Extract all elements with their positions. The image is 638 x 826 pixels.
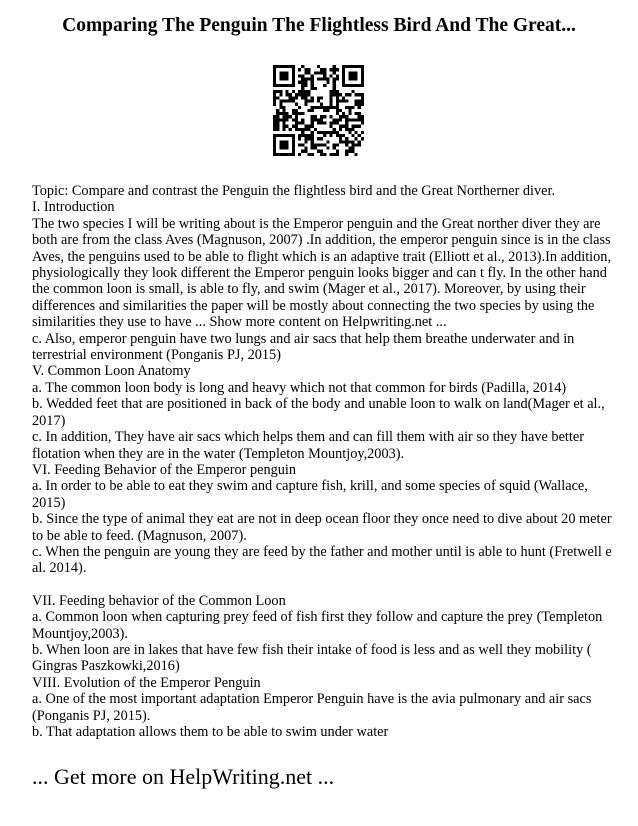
paragraph: b. Wedded feet that are positioned in back of the body and unable loon to walk on land(Mager et al., 2017) (32, 396, 605, 429)
document-title: Comparing The Penguin The Flightless Bird And The Great... (62, 15, 576, 36)
blank-line (32, 577, 614, 593)
paragraph: a. The common loon body is long and heavy which not that common for birds (Padilla, 2014) (32, 379, 567, 396)
paragraph: a. Common loon when capturing prey feed of fish first they follow and capture the prey (Templeton Mountjoy,2003). (32, 609, 603, 642)
paragraph: b. When loon are in lakes that have few fish their intake of food is less and as well they mobility ( Gingras Paszkowki,2016) (32, 641, 592, 675)
paragraph: Topic: Compare and contrast the Penguin the flightless bird and the Great Northerner diver. (32, 183, 556, 199)
paragraph: b. Since the type of animal they eat are not in deep ocean floor they once need to dive about 20 meter to be able to feed. (Magnuson, 2007). (32, 511, 612, 544)
paragraph: I. Introduction (32, 199, 115, 216)
paragraph: b. That adaptation allows them to be able to swim under water (32, 724, 389, 740)
paragraph: VII. Feeding behavior of the Common Loon (32, 592, 286, 609)
document-body (32, 183, 614, 740)
paragraph: VIII. Evolution of the Emperor Penguin (32, 674, 261, 691)
paragraph: c. Also, emperor penguin have two lungs and air sacs that help them breathe underwater and in terrestrial environment (Ponganis PJ, 2015) (32, 330, 575, 364)
paragraph: c. In addition, They have air sacs which helps them and can fill them with air so they have better flotation when they are in the water (Templeton Mountjoy,2003). (32, 429, 584, 462)
footer-link[interactable]: ... Get more on HelpWriting.net ... (32, 764, 335, 789)
paragraph: VI. Feeding Behavior of the Emperor penguin (32, 461, 297, 478)
qr-code-icon (273, 65, 364, 156)
paragraph: The two species I will be writing about is the Emperor penguin and the Great norther diver they are both are from the class Aves (Magnuson, 2007) .In addition, the emperor penguin since is in the class Aves, the penguins used to be able to flight which is an adaptive trait (Elliott et al., 2013).In addition, physiologically they look different the Emperor penguin looks bigger and can t fly. In the other hand the common loon is small, is able to fly, and swim (Mager et al., 2017). Moreover, by using their differences and similarities the paper will be mostly about connecting the two species by using the similarities they use to have ... Show more content on Helpwriting.net ... (32, 215, 612, 331)
paragraph: V. Common Loon Anatomy (32, 363, 191, 380)
paragraph: a. In order to be able to eat they swim and capture fish, krill, and some species of squid (Wallace, 2015) (32, 478, 588, 511)
paragraph: c. When the penguin are young they are feed by the father and mother until is able to hunt (Fretwell e al. 2014). (32, 543, 612, 577)
paragraph: a. One of the most important adaptation Emperor Penguin have is the avia pulmonary and air sacs (Ponganis PJ, 2015). (32, 691, 592, 724)
